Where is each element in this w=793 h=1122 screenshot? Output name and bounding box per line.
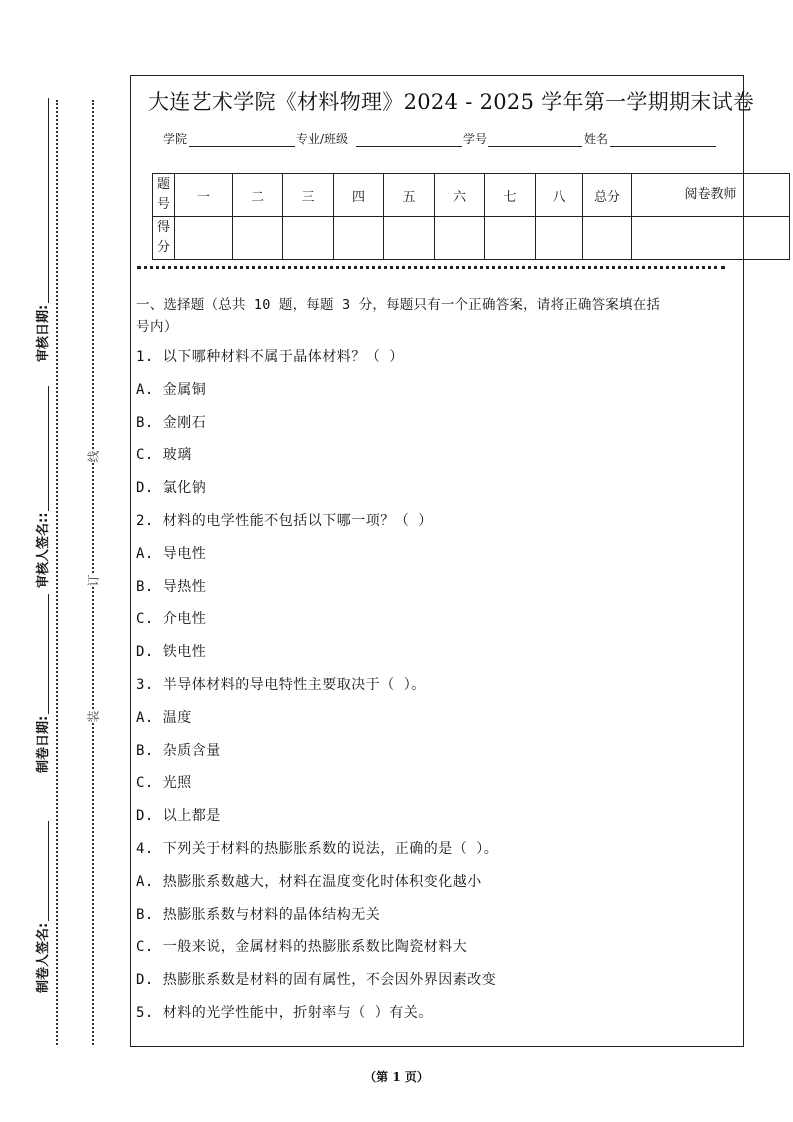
header-cell: 三 [283, 174, 334, 217]
answer-option: A. 导电性 [136, 545, 207, 562]
score-cell[interactable] [536, 217, 583, 260]
college-label: 学院 [163, 132, 188, 146]
reviewer-sign-label: 审核人签名:: [36, 512, 51, 588]
answer-option: D. 热膨胀系数是材料的固有属性，不会因外界因素改变 [136, 972, 497, 989]
make-date-label: 制卷日期: [36, 715, 51, 773]
answer-option: A. 温度 [136, 709, 192, 726]
binding-dotted-line-inner [92, 100, 94, 1045]
header-cell: 阅卷教师 [632, 174, 790, 217]
answer-option: C. 光照 [136, 775, 192, 792]
bind-mark-line: 线 [86, 450, 101, 463]
question-stem: 5. 材料的光学性能中，折射率与（ ）有关。 [136, 1005, 433, 1021]
score-cell[interactable] [384, 217, 435, 260]
header-cell: 八 [536, 174, 583, 217]
score-cell[interactable] [233, 217, 283, 260]
major-label: 专业/班级 [296, 132, 349, 146]
answer-option: B. 热膨胀系数与材料的晶体结构无关 [136, 906, 381, 923]
binding-dotted-line-outer [56, 100, 58, 1045]
header-cell: 总分 [583, 174, 632, 217]
section-heading: 一、选择题（总共 10 题，每题 3 分，每题只有一个正确答案，请将正确答案填在括 [136, 297, 661, 313]
review-date-field [32, 98, 51, 362]
name-label: 姓名 [584, 132, 609, 146]
answer-option: B. 杂质含量 [136, 742, 221, 759]
review-date-label: 审核日期: [36, 304, 51, 362]
score-cell[interactable] [435, 217, 485, 260]
header-cell: 七 [485, 174, 536, 217]
answer-option: C. 玻璃 [136, 447, 192, 464]
question-stem: 4. 下列关于材料的热膨胀系数的说法，正确的是（ ）。 [136, 841, 499, 857]
make-date-field [32, 594, 51, 773]
maker-sign-label: 制卷人签名: [36, 922, 51, 993]
exam-title: 大连艺术学院《材料物理》2024 - 2025 学年第一学期期末试卷 [148, 90, 755, 114]
score-table [152, 173, 790, 260]
score-cell[interactable] [583, 217, 632, 260]
answer-option: D. 铁电性 [136, 644, 207, 661]
question-stem: 3. 半导体材料的导电特性主要取决于（ ）。 [136, 677, 426, 693]
header-cell: 题号 [153, 174, 175, 217]
section-heading-cont: 号内） [136, 319, 178, 335]
answer-option: B. 金刚石 [136, 414, 207, 431]
college-field[interactable] [189, 146, 295, 147]
bind-mark-order: 订 [86, 574, 101, 587]
header-cell: 四 [334, 174, 384, 217]
header-cell: 六 [435, 174, 485, 217]
answer-option: A. 热膨胀系数越大，材料在温度变化时体积变化越小 [136, 873, 482, 890]
score-table-score-row [153, 217, 790, 260]
question-stem: 1. 以下哪种材料不属于晶体材料？（ ） [136, 349, 404, 365]
score-cell[interactable] [485, 217, 536, 260]
answer-option: D. 以上都是 [136, 808, 221, 825]
student-id-label: 学号 [463, 132, 488, 146]
header-cell: 五 [384, 174, 435, 217]
answer-option: A. 金属铜 [136, 381, 207, 398]
answer-option: C. 介电性 [136, 611, 207, 628]
row-label: 得分 [153, 217, 175, 260]
separator-dotted-line [137, 266, 725, 269]
maker-sign-field [32, 821, 51, 993]
question-stem: 2. 材料的电学性能不包括以下哪一项？（ ） [136, 513, 433, 529]
score-cell[interactable] [632, 217, 790, 260]
name-field[interactable] [610, 146, 716, 147]
reviewer-sign-field [32, 386, 51, 588]
major-field[interactable] [356, 146, 462, 147]
score-table-header-row [153, 174, 790, 217]
student-id-field[interactable] [488, 146, 582, 147]
bind-mark-install: 装 [86, 710, 101, 723]
answer-option: C. 一般来说，金属材料的热膨胀系数比陶瓷材料大 [136, 939, 468, 956]
score-cell[interactable] [283, 217, 334, 260]
header-cell: 二 [233, 174, 283, 217]
page-number: （第 1 页） [364, 1070, 429, 1084]
header-cell: 一 [175, 174, 233, 217]
answer-option: B. 导热性 [136, 578, 207, 595]
answer-option: D. 氯化钠 [136, 480, 207, 497]
score-cell[interactable] [175, 217, 233, 260]
score-cell[interactable] [334, 217, 384, 260]
